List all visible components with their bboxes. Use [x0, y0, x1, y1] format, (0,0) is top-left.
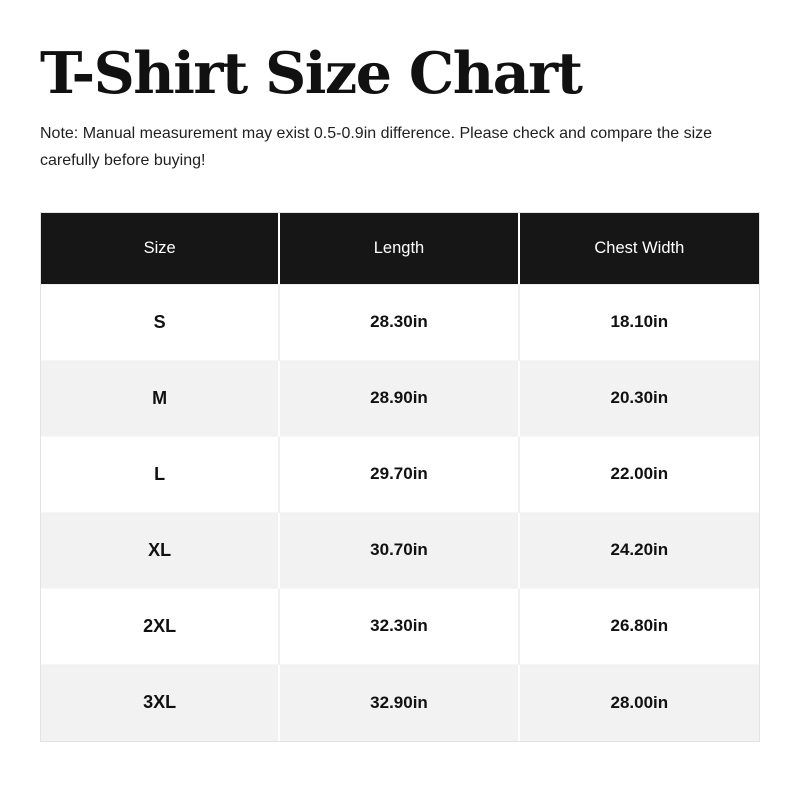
- size-cell: XL: [41, 513, 280, 589]
- column-header-length: Length: [280, 213, 519, 285]
- table-row-xl: [41, 513, 759, 589]
- chest-width-cell: 18.10in: [520, 285, 759, 361]
- length-cell: 32.30in: [280, 589, 519, 665]
- size-cell: 2XL: [41, 589, 280, 665]
- chest-width-cell: 28.00in: [520, 665, 759, 741]
- page-title: T-Shirt Size Chart: [40, 40, 582, 107]
- table-row-2xl: [41, 589, 759, 665]
- size-cell: M: [41, 361, 280, 437]
- measurement-note: Note: Manual measurement may exist 0.5-0.9in difference. Please check and compare the size carefully before buying!: [40, 124, 713, 169]
- column-header-size: Size: [41, 213, 280, 285]
- chest-width-cell: 20.30in: [520, 361, 759, 437]
- length-cell: 30.70in: [280, 513, 519, 589]
- table-body: [41, 285, 759, 741]
- size-cell: 3XL: [41, 665, 280, 741]
- column-header-chest-width: Chest Width: [520, 213, 759, 285]
- table-row-s: [41, 285, 759, 361]
- chest-width-cell: 26.80in: [520, 589, 759, 665]
- size-chart-table: [40, 212, 760, 742]
- length-cell: 32.90in: [280, 665, 519, 741]
- length-cell: 28.90in: [280, 361, 519, 437]
- table-row-3xl: [41, 665, 759, 741]
- length-cell: 29.70in: [280, 437, 519, 513]
- length-cell: 28.30in: [280, 285, 519, 361]
- chest-width-cell: 22.00in: [520, 437, 759, 513]
- table-row-l: [41, 437, 759, 513]
- size-cell: S: [41, 285, 280, 361]
- chest-width-cell: 24.20in: [520, 513, 759, 589]
- table-header: [41, 213, 759, 285]
- header-row: [41, 213, 759, 285]
- size-cell: L: [41, 437, 280, 513]
- table-row-m: [41, 361, 759, 437]
